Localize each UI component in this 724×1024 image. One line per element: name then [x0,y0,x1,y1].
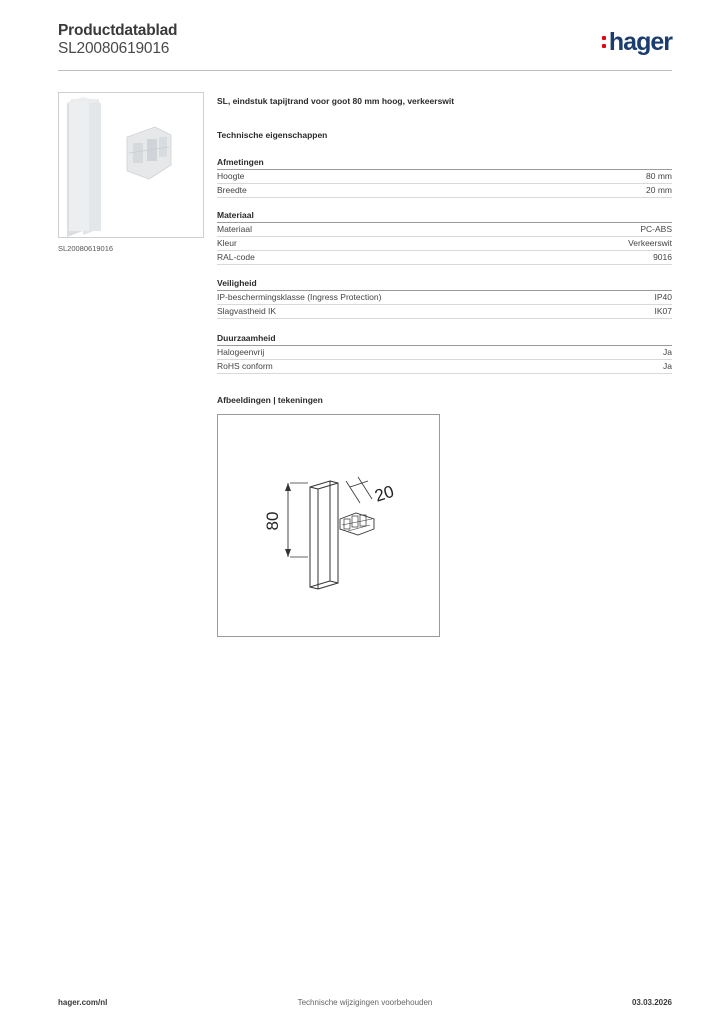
spec-value: 9016 [653,252,672,262]
spec-label: RoHS conform [217,361,273,371]
article-number: SL20080619016 [58,40,170,57]
spec-row [217,346,672,360]
section-title: Duurzaamheid [217,332,672,346]
technical-properties-title: Technische eigenschappen [217,130,328,140]
photo-caption: SL20080619016 [58,244,114,253]
spec-label: IP-beschermingsklasse (Ingress Protection) [217,292,382,302]
spec-label: Materiaal [217,224,252,234]
product-photo [58,92,204,238]
section-sustainability [217,332,672,374]
section-material [217,209,672,265]
footer-date: 03.03.2026 [631,998,672,1007]
dimension-width-label: 20 [372,481,397,506]
hager-logo [602,28,672,57]
spec-value: Ja [663,361,672,371]
spec-row [217,360,672,374]
logo-dots-icon [602,33,607,51]
spec-row [217,170,672,184]
spec-value: IP40 [654,292,672,302]
section-title: Afmetingen [217,156,672,170]
section-safety [217,277,672,319]
product-description: SL, eindstuk tapijtrand voor goot 80 mm hoog, verkeerswit [217,96,455,106]
dimension-height-label: 80 [263,511,282,531]
spec-value: PC-ABS [640,224,672,234]
spec-label: Halogeenvrij [217,347,265,357]
drawings-title: Afbeeldingen | tekeningen [217,395,323,405]
footer-website[interactable]: hager.com/nl [58,998,108,1007]
spec-value: 80 mm [646,171,672,181]
section-dimensions [217,156,672,198]
spec-label: RAL-code [217,252,255,262]
spec-row [217,305,672,319]
document-title: Productdatablad [58,22,178,39]
document-footer [58,998,672,1012]
spec-row [217,184,672,198]
spec-label: Breedte [217,185,247,195]
spec-value: Ja [663,347,672,357]
footer-disclaimer: Technische wijzigingen voorbehouden [297,998,433,1007]
technical-drawing [217,414,440,637]
spec-label: Hoogte [217,171,245,181]
spec-value: Verkeerswit [628,238,672,248]
spec-row [217,223,672,237]
document-header [58,22,672,71]
product-photo-image [59,93,203,237]
spec-label: Slagvastheid IK [217,306,277,316]
spec-row [217,251,672,265]
spec-value: 20 mm [646,185,672,195]
spec-row [217,237,672,251]
spec-row [217,291,672,305]
spec-label: Kleur [217,238,237,248]
section-title: Materiaal [217,209,672,223]
logo-text: hager [608,28,672,56]
section-title: Veiligheid [217,277,672,291]
dimension-drawing [218,415,439,636]
spec-value: IK07 [654,306,672,316]
